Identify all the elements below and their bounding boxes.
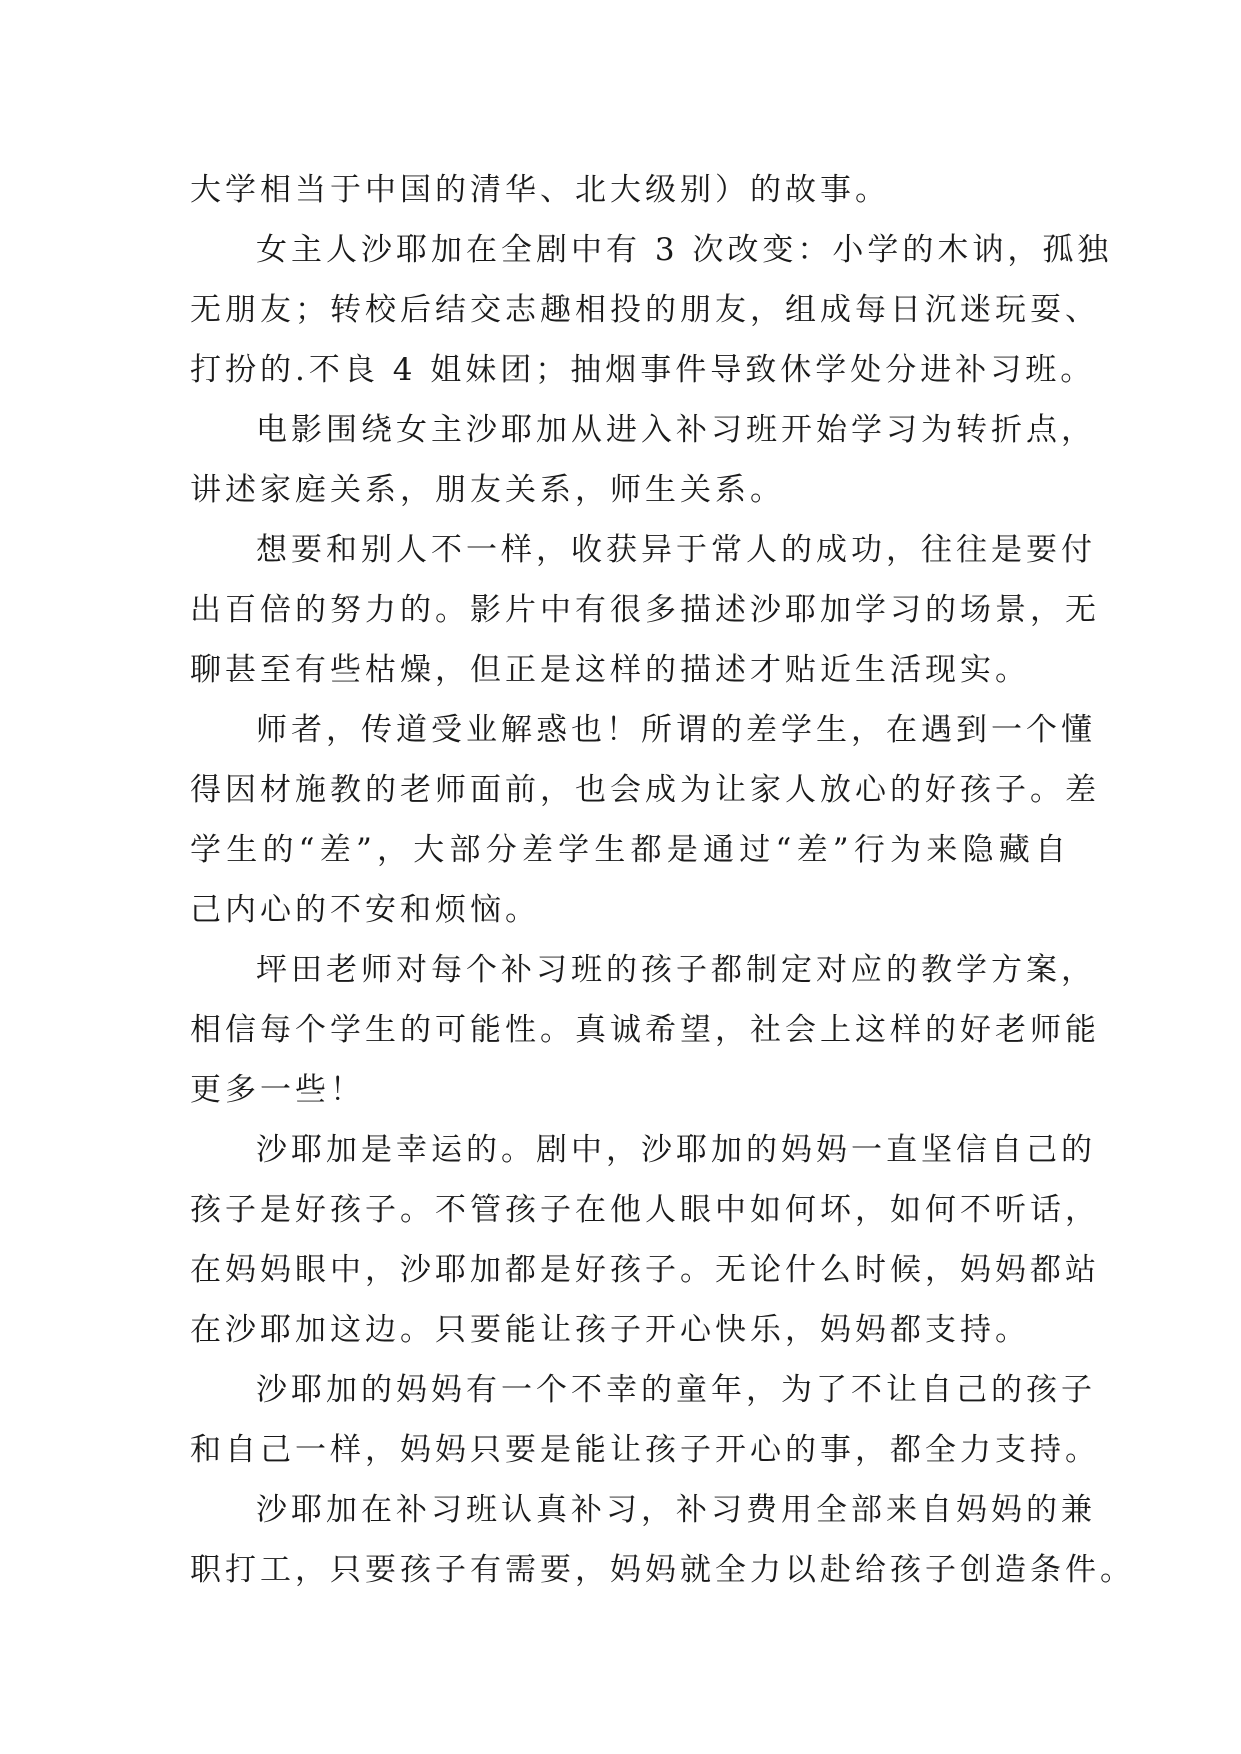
text-line-6: 讲述家庭关系，朋友关系，师生关系。: [190, 472, 785, 508]
text-line-11: 得因材施教的老师面前，也会成为让家人放心的好孩子。差: [190, 772, 1100, 808]
text-line-16: 更多一些！: [190, 1072, 365, 1108]
text-line-7: 想要和别人不一样，收获异于常人的成功，往往是要付: [256, 532, 1096, 568]
text-line-14: 坪田老师对每个补习班的孩子都制定对应的教学方案，: [256, 952, 1096, 988]
text-line-22: 和自己一样，妈妈只要是能让孩子开心的事，都全力支持。: [190, 1432, 1100, 1468]
text-line-13: 己内心的不安和烦恼。: [190, 892, 540, 928]
text-line-17: 沙耶加是幸运的。剧中，沙耶加的妈妈一直坚信自己的: [256, 1132, 1096, 1168]
text-line-3: 无朋友；转校后结交志趣相投的朋友，组成每日沉迷玩耍、: [190, 292, 1100, 328]
text-line-19: 在妈妈眼中，沙耶加都是好孩子。无论什么时候，妈妈都站: [190, 1252, 1100, 1288]
text-line-8: 出百倍的努力的。影片中有很多描述沙耶加学习的场景，无: [190, 592, 1100, 628]
text-line-18: 孩子是好孩子。不管孩子在他人眼中如何坏，如何不听话，: [190, 1192, 1100, 1228]
text-line-1: 大学相当于中国的清华、北大级别）的故事。: [190, 172, 890, 208]
text-line-20: 在沙耶加这边。只要能让孩子开心快乐，妈妈都支持。: [190, 1312, 1030, 1348]
text-line-23: 沙耶加在补习班认真补习，补习费用全部来自妈妈的兼: [256, 1492, 1096, 1528]
text-line-24: 职打工，只要孩子有需要，妈妈就全力以赴给孩子创造条件。: [190, 1552, 1135, 1588]
text-line-12: 学生的“差”，大部分差学生都是通过“差”行为来隐藏自: [190, 832, 1070, 868]
text-line-9: 聊甚至有些枯燥，但正是这样的描述才贴近生活现实。: [190, 652, 1030, 688]
text-line-2: 女主人沙耶加在全剧中有 3 次改变：小学的木讷，孤独: [256, 232, 1113, 268]
text-line-15: 相信每个学生的可能性。真诚希望，社会上这样的好老师能: [190, 1012, 1100, 1048]
text-line-21: 沙耶加的妈妈有一个不幸的童年，为了不让自己的孩子: [256, 1372, 1096, 1408]
text-line-10: 师者，传道受业解惑也！所谓的差学生，在遇到一个懂: [256, 712, 1096, 748]
text-line-5: 电影围绕女主沙耶加从进入补习班开始学习为转折点，: [256, 412, 1096, 448]
text-line-4: 打扮的.不良 4 姐妹团；抽烟事件导致休学处分进补习班。: [190, 352, 1096, 388]
body-text: [190, 160, 1135, 1600]
